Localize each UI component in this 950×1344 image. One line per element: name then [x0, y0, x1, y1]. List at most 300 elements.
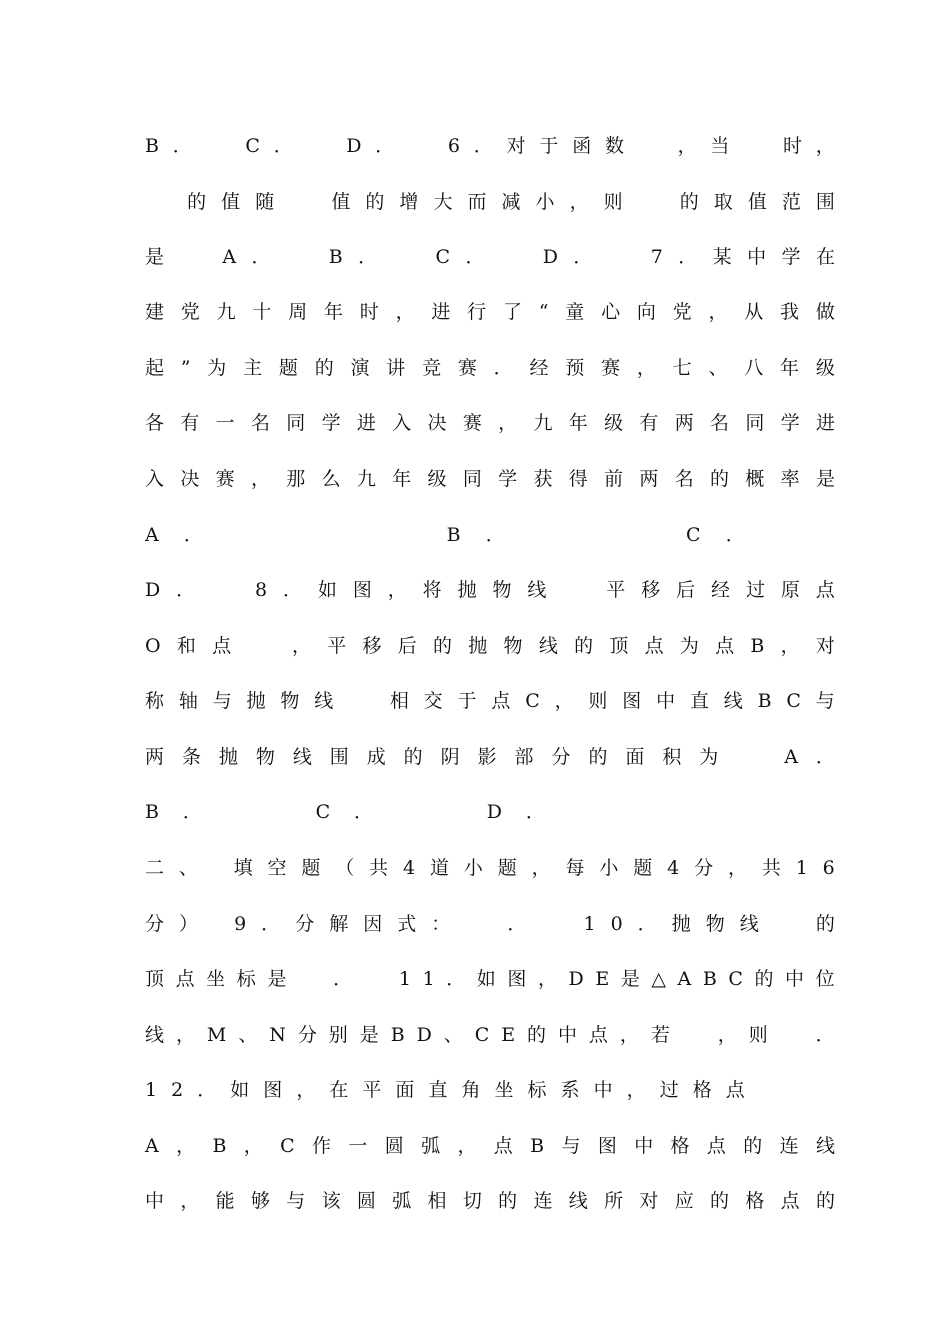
text-glyph: ， — [395, 301, 415, 323]
text-glyph: 线 — [292, 746, 312, 768]
text-glyph: ） — [179, 913, 199, 935]
text-glyph: 二 — [145, 857, 165, 879]
text-glyph: 图 — [597, 1135, 617, 1157]
text-glyph — [307, 242, 313, 272]
text-glyph: 点 — [175, 968, 195, 990]
text-glyph: 圆 — [384, 1135, 404, 1157]
text-glyph: 行 — [467, 301, 487, 323]
text-glyph: C — [686, 524, 701, 546]
text-glyph: 两 — [639, 468, 659, 490]
text-line — [145, 575, 835, 605]
text-glyph — [353, 520, 359, 550]
text-glyph — [763, 131, 769, 161]
text-glyph — [322, 520, 328, 550]
text-glyph — [592, 520, 598, 550]
text-glyph: 1 — [583, 913, 596, 935]
text-glyph: 原 — [780, 579, 800, 601]
text-glyph: 学 — [780, 412, 800, 434]
text-glyph: ． — [678, 246, 698, 268]
text-glyph: ， — [498, 412, 518, 434]
text-glyph: 赛 — [462, 412, 482, 434]
text-glyph: 将 — [422, 579, 442, 601]
text-glyph: （ — [335, 857, 355, 879]
text-glyph: 级 — [815, 357, 835, 379]
text-glyph: 所 — [604, 1190, 624, 1212]
text-glyph: 的 — [710, 1190, 730, 1212]
text-glyph: 分 — [145, 913, 165, 935]
text-glyph — [608, 242, 614, 272]
text-glyph: A — [784, 746, 798, 768]
text-glyph: 和 — [176, 635, 196, 657]
text-glyph: B — [530, 1135, 545, 1157]
text-glyph: 七 — [672, 357, 692, 379]
text-glyph: 平 — [606, 579, 626, 601]
text-glyph: 某 — [712, 246, 732, 268]
text-glyph: 中 — [656, 690, 676, 712]
text-glyph: 预 — [565, 357, 585, 379]
text-glyph: 小 — [463, 857, 483, 879]
text-glyph: 分 — [295, 913, 315, 935]
text-glyph — [562, 575, 568, 605]
text-glyph: 一 — [348, 1135, 368, 1157]
text-glyph: 影 — [477, 746, 497, 768]
text-glyph: ． — [183, 524, 203, 546]
text-glyph: 围 — [815, 191, 835, 213]
text-glyph: A — [677, 968, 692, 990]
text-glyph: C — [435, 246, 451, 268]
text-glyph — [584, 575, 590, 605]
text-glyph: 年 — [568, 412, 588, 434]
text-glyph: M — [206, 1024, 227, 1046]
text-glyph: C — [474, 1024, 490, 1046]
text-glyph — [381, 964, 387, 994]
text-glyph: 对 — [506, 135, 526, 157]
text-glyph: 中 — [557, 1024, 577, 1046]
text-glyph: 一 — [215, 412, 235, 434]
text-glyph: ． — [358, 246, 378, 268]
text-glyph — [201, 242, 207, 272]
text-glyph: O — [145, 635, 161, 657]
text-glyph: 9 — [234, 913, 247, 935]
text-glyph — [384, 520, 390, 550]
text-glyph — [286, 797, 292, 827]
text-glyph: 进 — [356, 412, 376, 434]
text-glyph: 演 — [350, 357, 370, 379]
text-glyph: ， — [296, 1079, 316, 1101]
text-glyph: C — [525, 690, 540, 712]
text-glyph: 数 — [605, 135, 625, 157]
text-glyph: 如 — [317, 579, 337, 601]
text-glyph: ． — [251, 246, 271, 268]
text-glyph: ． — [507, 913, 527, 935]
text-glyph — [743, 131, 749, 161]
text-glyph: 道 — [429, 857, 449, 879]
text-glyph: 平 — [362, 1079, 382, 1101]
text-glyph: 于 — [457, 690, 477, 712]
text-glyph: 0 — [610, 913, 623, 935]
text-glyph: 点 — [644, 635, 664, 657]
text-line — [145, 1131, 835, 1161]
text-glyph: 童 — [565, 301, 585, 323]
text-glyph: 作 — [312, 1135, 332, 1157]
text-glyph — [700, 1020, 706, 1050]
text-line — [145, 464, 835, 494]
text-glyph: 抛 — [671, 913, 691, 935]
text-glyph: ． — [525, 801, 545, 823]
text-glyph: 的 — [365, 191, 385, 213]
text-glyph — [213, 853, 219, 883]
text-glyph: B — [750, 635, 765, 657]
text-glyph: 阴 — [440, 746, 460, 768]
text-glyph: 我 — [780, 301, 800, 323]
text-glyph: 是 — [145, 246, 165, 268]
text-glyph: ， — [457, 1135, 477, 1157]
text-glyph — [228, 520, 234, 550]
text-glyph: 图 — [507, 968, 527, 990]
text-glyph — [658, 131, 664, 161]
text-glyph: 抛 — [246, 690, 266, 712]
text-glyph: 的 — [815, 913, 835, 935]
text-glyph: 主 — [243, 357, 263, 379]
text-glyph — [233, 575, 239, 605]
text-glyph: 1 — [145, 1079, 158, 1101]
text-glyph: 2 — [171, 1079, 184, 1101]
text-glyph: ． — [485, 524, 505, 546]
text-glyph: 同 — [462, 468, 482, 490]
text-glyph: A — [222, 246, 237, 268]
text-glyph: B — [145, 801, 159, 823]
text-glyph: 点 — [212, 635, 232, 657]
text-glyph: 进 — [815, 412, 835, 434]
text-glyph: 与 — [212, 690, 232, 712]
text-glyph — [530, 520, 536, 550]
text-glyph: 对 — [639, 1190, 659, 1212]
text-glyph: ， — [815, 135, 835, 157]
text-glyph — [397, 797, 403, 827]
text-glyph: D — [542, 246, 559, 268]
text-glyph: 九 — [216, 301, 236, 323]
text-glyph: C — [315, 801, 331, 823]
text-glyph: 相 — [427, 1190, 447, 1212]
text-glyph: 物 — [280, 690, 300, 712]
text-glyph: 如 — [230, 1079, 250, 1101]
text-line — [145, 408, 835, 438]
text-glyph: 前 — [604, 468, 624, 490]
text-glyph: 题 — [278, 357, 298, 379]
text-glyph: ， — [780, 635, 800, 657]
text-glyph: 的 — [743, 1135, 763, 1157]
text-glyph: ， — [677, 135, 697, 157]
text-glyph: 时 — [359, 301, 379, 323]
text-glyph — [562, 909, 568, 939]
text-glyph: 线 — [723, 690, 743, 712]
text-glyph: ． — [282, 579, 302, 601]
text-glyph: ， — [250, 468, 270, 490]
text-glyph: “ — [538, 301, 549, 323]
text-glyph: 概 — [745, 468, 765, 490]
text-glyph: 中 — [634, 1135, 654, 1157]
text-glyph: 线 — [538, 635, 558, 657]
text-glyph: 8 — [254, 579, 268, 601]
text-glyph: 取 — [713, 191, 733, 213]
text-glyph: 值 — [331, 191, 351, 213]
text-glyph: D — [416, 1024, 432, 1046]
text-glyph — [682, 1020, 688, 1050]
text-glyph — [408, 131, 414, 161]
text-glyph: 轴 — [178, 690, 198, 712]
text-glyph: 标 — [236, 968, 256, 990]
text-glyph: ： — [431, 913, 451, 935]
text-glyph: 小 — [599, 857, 619, 879]
text-glyph: 坐 — [206, 968, 226, 990]
text-glyph: 与 — [286, 1190, 306, 1212]
text-glyph: 的 — [433, 635, 453, 657]
text-glyph: 6 — [447, 135, 460, 157]
text-glyph: 应 — [674, 1190, 694, 1212]
text-glyph: 线 — [145, 1024, 165, 1046]
text-glyph: 同 — [286, 412, 306, 434]
text-glyph: 坐 — [494, 1079, 514, 1101]
text-glyph: 线 — [568, 1190, 588, 1212]
text-glyph: 7 — [650, 246, 663, 268]
text-glyph: 学 — [321, 412, 341, 434]
text-glyph: 点 — [780, 1190, 800, 1212]
text-glyph: 是 — [815, 468, 835, 490]
text-glyph: ． — [637, 913, 657, 935]
text-glyph: ． — [465, 246, 485, 268]
text-glyph: 则 — [748, 1024, 768, 1046]
text-line — [145, 964, 835, 994]
text-glyph: ． — [273, 135, 293, 157]
text-glyph: 值 — [747, 191, 767, 213]
text-glyph: ， — [176, 1135, 196, 1157]
text-glyph: ． — [261, 913, 281, 935]
text-glyph: 格 — [745, 1190, 765, 1212]
text-glyph: 名 — [674, 468, 694, 490]
text-line — [145, 520, 745, 550]
text-glyph: 学 — [781, 246, 801, 268]
text-glyph: 级 — [604, 412, 624, 434]
text-glyph: 过 — [745, 579, 765, 601]
text-glyph — [259, 520, 265, 550]
text-glyph: ， — [537, 968, 557, 990]
text-glyph: 心 — [601, 301, 621, 323]
text-glyph: 范 — [781, 191, 801, 213]
text-glyph — [457, 797, 463, 827]
text-glyph: ． — [446, 968, 466, 990]
text-glyph: C — [280, 1135, 295, 1157]
text-glyph — [211, 575, 217, 605]
text-glyph — [166, 187, 172, 217]
text-glyph: ． — [473, 135, 493, 157]
text-glyph: 物 — [503, 635, 523, 657]
text-glyph — [291, 520, 297, 550]
text-glyph: E — [501, 1024, 516, 1046]
text-glyph: ， — [727, 857, 747, 879]
text-glyph: 得 — [568, 468, 588, 490]
text-glyph: 当 — [710, 135, 730, 157]
text-glyph — [179, 242, 185, 272]
text-glyph: 标 — [527, 1079, 547, 1101]
text-glyph: 从 — [744, 301, 764, 323]
text-glyph: 每 — [565, 857, 585, 879]
text-glyph: 格 — [670, 1135, 690, 1157]
text-glyph — [226, 797, 232, 827]
text-glyph: 填 — [233, 857, 253, 879]
text-glyph: B — [328, 246, 343, 268]
text-glyph: 了 — [502, 301, 522, 323]
text-glyph: D — [568, 968, 584, 990]
text-glyph — [348, 686, 354, 716]
text-line — [145, 131, 835, 161]
text-glyph: 顶 — [609, 635, 629, 657]
text-glyph: 直 — [428, 1079, 448, 1101]
text-glyph: 、 — [443, 1024, 463, 1046]
text-glyph — [486, 909, 492, 939]
text-glyph: 系 — [560, 1079, 580, 1101]
text-glyph: 与 — [561, 1135, 581, 1157]
text-glyph: 点 — [725, 1079, 745, 1101]
text-glyph: ， — [243, 1135, 263, 1157]
text-glyph: ， — [717, 1024, 737, 1046]
text-glyph: 党 — [180, 301, 200, 323]
text-glyph — [561, 520, 567, 550]
text-glyph: 成 — [366, 746, 386, 768]
text-glyph — [364, 964, 370, 994]
text-glyph: 周 — [288, 301, 308, 323]
text-glyph: 九 — [533, 412, 553, 434]
text-glyph: ， — [531, 857, 551, 879]
text-glyph: 学 — [498, 468, 518, 490]
text-glyph: 年 — [323, 301, 343, 323]
text-glyph: 赛 — [457, 357, 477, 379]
text-glyph: 相 — [389, 690, 409, 712]
text-glyph: ． — [493, 357, 513, 379]
text-glyph: 顶 — [145, 968, 165, 990]
text-glyph: 入 — [145, 468, 165, 490]
text-glyph: 起 — [145, 357, 165, 379]
text-glyph: 的 — [187, 191, 207, 213]
text-glyph: 的 — [527, 1024, 547, 1046]
text-glyph: 圆 — [356, 1190, 376, 1212]
text-glyph: 决 — [427, 412, 447, 434]
text-glyph: 增 — [399, 191, 419, 213]
text-glyph: ． — [725, 524, 745, 546]
text-glyph: 、 — [238, 1024, 258, 1046]
text-glyph: 名 — [710, 412, 730, 434]
text-line — [145, 742, 835, 772]
text-glyph: 的 — [588, 746, 608, 768]
text-glyph: 抛 — [468, 635, 488, 657]
text-glyph — [298, 964, 304, 994]
text-glyph: 为 — [207, 357, 227, 379]
text-glyph: 则 — [603, 191, 623, 213]
text-glyph: ， — [180, 1190, 200, 1212]
text-glyph: B — [212, 1135, 227, 1157]
text-glyph — [316, 964, 322, 994]
text-glyph: ． — [333, 968, 353, 990]
text-glyph: 年 — [780, 357, 800, 379]
text-glyph: 经 — [529, 357, 549, 379]
text-glyph: 物 — [492, 579, 512, 601]
text-glyph: 的 — [498, 1190, 518, 1212]
text-glyph: 两 — [145, 746, 165, 768]
text-glyph: 题 — [633, 857, 653, 879]
text-glyph: 称 — [145, 690, 165, 712]
text-glyph: A — [145, 1135, 159, 1157]
text-line — [145, 1186, 835, 1216]
text-glyph: A — [145, 524, 159, 546]
text-glyph: 部 — [514, 746, 534, 768]
text-glyph: 有 — [180, 412, 200, 434]
text-glyph — [541, 909, 547, 939]
text-glyph: 平 — [327, 635, 347, 657]
text-glyph: 中 — [145, 1190, 165, 1212]
text-glyph: 经 — [711, 579, 731, 601]
text-glyph: C — [786, 690, 801, 712]
text-glyph: ， — [708, 301, 728, 323]
text-glyph: 4 — [667, 857, 680, 879]
text-glyph: 连 — [533, 1190, 553, 1212]
text-glyph: 1 — [422, 968, 435, 990]
text-glyph: 年 — [392, 468, 412, 490]
text-glyph: 做 — [815, 301, 835, 323]
text-glyph: 级 — [427, 468, 447, 490]
text-glyph: 讲 — [386, 357, 406, 379]
text-glyph: 弧 — [421, 1135, 441, 1157]
text-glyph: 、 — [178, 857, 198, 879]
text-glyph: 条 — [181, 746, 201, 768]
text-glyph: 若 — [650, 1024, 670, 1046]
text-glyph: 因 — [363, 913, 383, 935]
text-glyph: 九 — [356, 468, 376, 490]
text-line — [145, 631, 835, 661]
text-glyph — [427, 797, 433, 827]
text-glyph: 各 — [145, 412, 165, 434]
text-glyph: 弧 — [392, 1190, 412, 1212]
text-glyph — [256, 797, 262, 827]
text-glyph: 在 — [815, 246, 835, 268]
text-glyph: 点 — [706, 1135, 726, 1157]
text-glyph — [289, 187, 295, 217]
text-glyph — [638, 187, 644, 217]
text-glyph: 直 — [689, 690, 709, 712]
text-glyph: B — [145, 135, 159, 157]
text-glyph: 对 — [815, 635, 835, 657]
text-glyph: 如 — [476, 968, 496, 990]
text-glyph: ， — [291, 635, 311, 657]
text-glyph: 积 — [662, 746, 682, 768]
text-glyph: 中 — [593, 1079, 613, 1101]
text-glyph: E — [595, 968, 610, 990]
text-glyph: D — [486, 801, 502, 823]
text-glyph: 后 — [397, 635, 417, 657]
text-glyph: 与 — [815, 690, 835, 712]
text-glyph — [145, 187, 151, 217]
text-glyph: ， — [175, 1024, 195, 1046]
text-glyph — [655, 520, 661, 550]
text-glyph: 赛 — [215, 468, 235, 490]
text-glyph: B — [702, 968, 717, 990]
text-glyph: 那 — [286, 468, 306, 490]
text-glyph — [659, 187, 665, 217]
text-glyph: C — [245, 135, 260, 157]
text-glyph: 共 — [761, 857, 781, 879]
text-glyph: 别 — [328, 1024, 348, 1046]
text-glyph: 为 — [679, 635, 699, 657]
text-glyph — [225, 131, 231, 161]
text-glyph: 八 — [744, 357, 764, 379]
